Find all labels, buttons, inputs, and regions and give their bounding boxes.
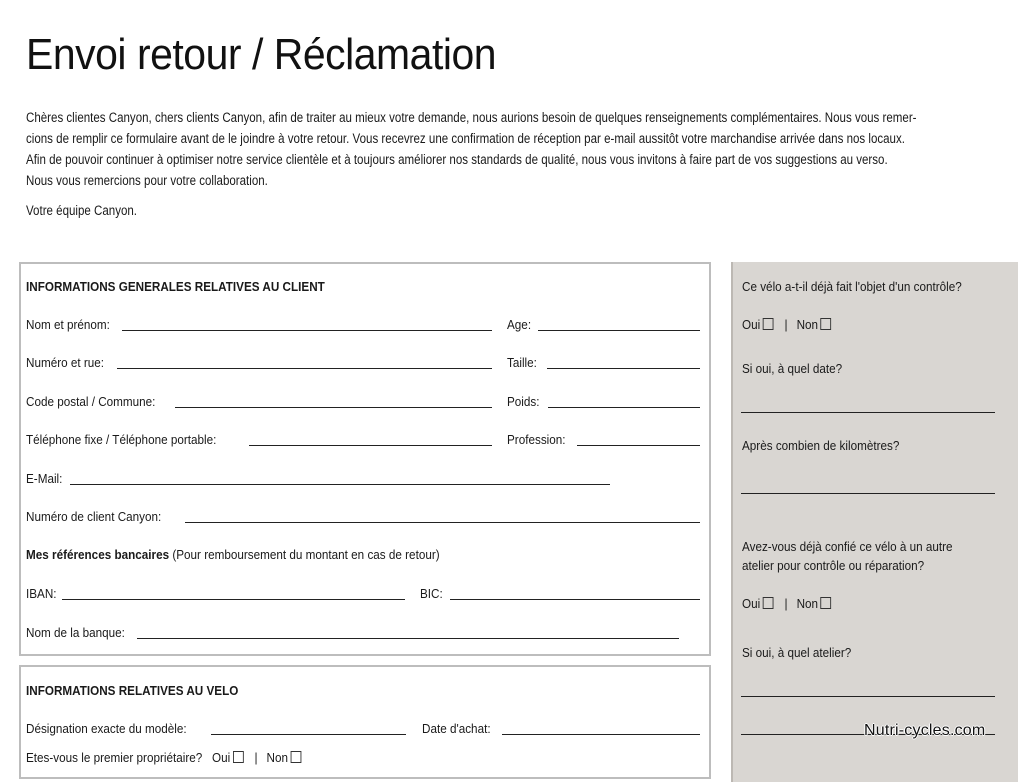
name-field[interactable] bbox=[122, 330, 492, 331]
name-label: Nom et prénom: bbox=[26, 317, 110, 332]
other-workshop-yes-label: Oui bbox=[742, 596, 761, 611]
bank-heading-note: (Pour remboursement du montant en cas de retour) bbox=[169, 547, 440, 562]
inspection-no-label: Non bbox=[796, 317, 819, 332]
height-label: Taille: bbox=[507, 355, 537, 370]
other-workshop-question-line-2: atelier pour contrôle ou réparation? bbox=[742, 558, 925, 573]
phone-label: Téléphone fixe / Téléphone portable: bbox=[26, 432, 217, 447]
purchase-date-field[interactable] bbox=[502, 734, 700, 735]
bank-name-field[interactable] bbox=[137, 638, 679, 639]
profession-label: Profession: bbox=[507, 432, 566, 447]
bank-heading-bold: Mes références bancaires bbox=[26, 547, 170, 562]
inspection-yes-checkbox[interactable] bbox=[763, 318, 774, 330]
separator: | bbox=[784, 317, 788, 332]
postal-label: Code postal / Commune: bbox=[26, 394, 156, 409]
bank-name-label: Nom de la banque: bbox=[26, 625, 125, 640]
email-field[interactable] bbox=[70, 484, 610, 485]
separator: | bbox=[254, 750, 258, 765]
first-owner-no-label: Non bbox=[266, 750, 289, 765]
bic-field[interactable] bbox=[450, 599, 700, 600]
first-owner-label: Etes-vous le premier propriétaire? bbox=[26, 750, 203, 765]
age-label: Age: bbox=[507, 317, 532, 332]
model-label: Désignation exacte du modèle: bbox=[26, 721, 187, 736]
first-owner-row bbox=[26, 750, 303, 765]
form-title: Envoi retour / Réclamation bbox=[26, 30, 497, 79]
inspection-date-field[interactable] bbox=[741, 412, 995, 413]
client-info-section bbox=[19, 262, 711, 656]
age-field[interactable] bbox=[538, 330, 700, 331]
side-panel bbox=[731, 262, 1018, 782]
intro-text bbox=[26, 107, 924, 221]
inspection-yes-label: Oui bbox=[742, 317, 761, 332]
iban-field[interactable] bbox=[62, 599, 405, 600]
customer-number-label: Numéro de client Canyon: bbox=[26, 509, 162, 524]
inspection-question: Ce vélo a-t-il déjà fait l'objet d'un contrôle? bbox=[742, 279, 962, 294]
profession-field[interactable] bbox=[577, 445, 700, 446]
postal-field[interactable] bbox=[175, 407, 492, 408]
intro-line-3: Afin de pouvoir continuer à optimiser notre service clientèle et à toujours améliorer nos standards de qualité, nous vous invitons à faire part de vos suggestions au verso. bbox=[26, 152, 888, 167]
phone-field[interactable] bbox=[249, 445, 492, 446]
purchase-date-label: Date d'achat: bbox=[422, 721, 491, 736]
separator: | bbox=[784, 596, 788, 611]
watermark: Nutri-cycles.com bbox=[864, 722, 986, 739]
which-workshop-field[interactable] bbox=[741, 696, 995, 697]
intro-signature: Votre équipe Canyon. bbox=[26, 203, 138, 218]
other-workshop-no-checkbox[interactable] bbox=[821, 597, 832, 609]
street-field[interactable] bbox=[117, 368, 492, 369]
first-owner-yes-label: Oui bbox=[211, 750, 231, 765]
intro-line-1: Chères clientes Canyon, chers clients Canyon, afin de traiter au mieux votre demande, nous aurions besoin de quelques renseignements complémentaires. Nous vous remer- bbox=[26, 110, 917, 125]
which-workshop-label: Si oui, à quel atelier? bbox=[742, 645, 852, 660]
other-workshop-yes-checkbox[interactable] bbox=[763, 597, 774, 609]
inspection-no-checkbox[interactable] bbox=[821, 318, 832, 330]
inspection-date-label: Si oui, à quel date? bbox=[742, 361, 843, 376]
first-owner-yes-checkbox[interactable] bbox=[233, 751, 244, 763]
street-label: Numéro et rue: bbox=[26, 355, 105, 370]
intro-line-4: Nous vous remercions pour votre collaboration. bbox=[26, 173, 268, 188]
inspection-km-field[interactable] bbox=[741, 493, 995, 494]
height-field[interactable] bbox=[547, 368, 700, 369]
model-field[interactable] bbox=[211, 734, 406, 735]
other-workshop-answer-row bbox=[742, 596, 833, 611]
iban-label: IBAN: bbox=[26, 586, 57, 601]
bic-label: BIC: bbox=[420, 586, 443, 601]
customer-number-field[interactable] bbox=[185, 522, 700, 523]
inspection-answer-row bbox=[742, 317, 833, 332]
bank-heading bbox=[26, 547, 440, 562]
first-owner-no-checkbox[interactable] bbox=[291, 751, 302, 763]
other-workshop-question-line-1: Avez-vous déjà confié ce vélo à un autre bbox=[742, 539, 953, 554]
other-workshop-no-label: Non bbox=[796, 596, 819, 611]
bike-section-heading: INFORMATIONS RELATIVES AU VELO bbox=[26, 683, 239, 698]
client-section-heading: INFORMATIONS GENERALES RELATIVES AU CLIENT bbox=[26, 279, 325, 294]
intro-line-2: cions de remplir ce formulaire avant de le joindre à votre retour. Vous recevrez une confirmation de réception par e-mail aussitôt votre marchandise arrivée dans nos locaux. bbox=[26, 131, 905, 146]
weight-label: Poids: bbox=[507, 394, 540, 409]
weight-field[interactable] bbox=[548, 407, 700, 408]
email-label: E-Mail: bbox=[26, 471, 63, 486]
inspection-km-label: Après combien de kilomètres? bbox=[742, 438, 900, 453]
